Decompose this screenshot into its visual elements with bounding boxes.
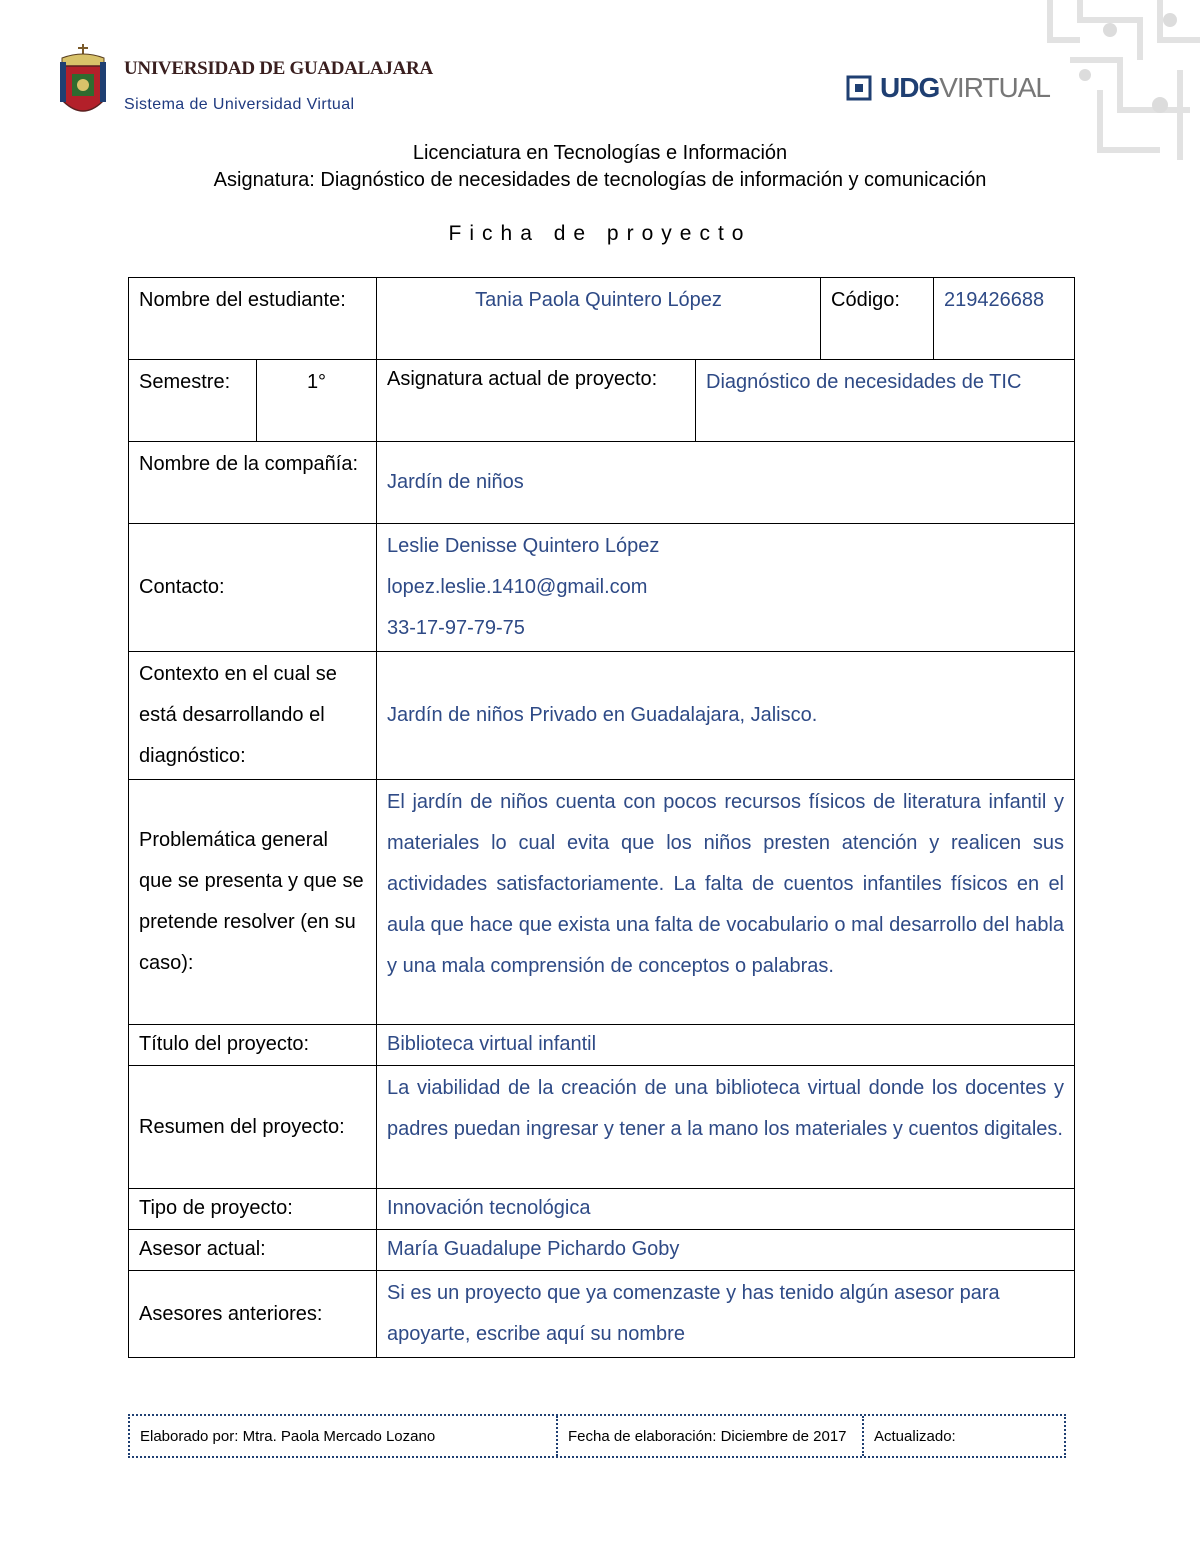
context-row: [129, 652, 1075, 780]
prev-advisors-label: Asesores anteriores:: [129, 1271, 377, 1358]
problem-value: El jardín de niños cuenta con pocos recursos físicos de literatura infantil y materiales lo cual evita que los niños presten atención y realicen sus actividades satisfactoriamente. La falta de cuentos infantiles físicos en el aula que hace que exista una falta de vocabulario o mal desarrollo del habla y una mala comprensión de conceptos o palabras.: [377, 780, 1075, 1025]
semester-label: Semestre:: [129, 360, 257, 442]
university-subtitle: Sistema de Universidad Virtual: [124, 96, 355, 113]
code-label: Código:: [821, 278, 934, 360]
prev-advisors-value: Si es un proyecto que ya comenzaste y has tenido algún asesor para apoyarte, escribe aquí su nombre: [377, 1271, 1075, 1358]
university-name: UNIVERSIDAD DE GUADALAJARA: [124, 58, 433, 79]
company-value: Jardín de niños: [377, 442, 1075, 524]
udg-logo-bold: UDG: [880, 72, 940, 103]
university-crest-logo: [58, 44, 108, 122]
code-value: 219426688: [934, 278, 1075, 360]
type-value: Innovación tecnológica: [377, 1189, 1075, 1230]
subject-heading: Asignatura: Diagnóstico de necesidades de tecnologías de información y comunicación: [213, 169, 987, 191]
summary-label: Resumen del proyecto:: [129, 1066, 377, 1189]
course-value: Diagnóstico de necesidades de TIC: [696, 360, 1075, 442]
semester-value: 1°: [257, 360, 377, 442]
udg-logo-light: VIRTUAL: [939, 72, 1050, 103]
title-label: Título del proyecto:: [129, 1025, 377, 1066]
contact-name: Leslie Denisse Quintero López: [387, 535, 660, 557]
company-label: Nombre de la compañía:: [129, 442, 377, 524]
contact-row: [129, 524, 1075, 652]
title-row: [129, 1025, 1075, 1066]
student-value: Tania Paola Quintero López: [377, 278, 821, 360]
context-label: Contexto en el cual se está desarrollando el diagnóstico:: [129, 652, 377, 780]
title-value: Biblioteca virtual infantil: [377, 1025, 1075, 1066]
student-label: Nombre del estudiante:: [129, 278, 377, 360]
company-row: [129, 442, 1075, 524]
elaboration-date: Fecha de elaboración: Diciembre de 2017: [558, 1416, 864, 1456]
problem-label: Problemática general que se presenta y que se pretende resolver (en su caso):: [129, 780, 377, 1025]
course-label: Asignatura actual de proyecto:: [377, 360, 696, 442]
advisor-value: María Guadalupe Pichardo Goby: [377, 1230, 1075, 1271]
type-label: Tipo de proyecto:: [129, 1189, 377, 1230]
degree-heading: Licenciatura en Tecnologías e Información: [412, 142, 788, 164]
document-footer: [128, 1414, 1066, 1458]
contact-phone: 33-17-97-79-75: [387, 617, 525, 639]
udg-virtual-logo: [846, 72, 1050, 104]
contact-email: lopez.leslie.1410@gmail.com: [387, 576, 648, 598]
project-form-table: [128, 277, 1075, 1358]
udg-logo-icon: [846, 75, 872, 101]
prepared-by: Elaborado por: Mtra. Paola Mercado Lozano: [130, 1416, 558, 1456]
contact-label: Contacto:: [129, 524, 377, 652]
contact-value: [377, 524, 1075, 652]
context-value: Jardín de niños Privado en Guadalajara, Jalisco.: [377, 652, 1075, 780]
prev-advisors-row: [129, 1271, 1075, 1358]
summary-value: La viabilidad de la creación de una biblioteca virtual donde los docentes y padres puedan ingresar y tener a la mano los materiales y cuentos digitales.: [377, 1066, 1075, 1189]
form-title: Ficha de proyecto: [448, 222, 752, 245]
decorative-pattern: [1040, 0, 1200, 160]
updated-label: Actualizado:: [874, 1427, 956, 1445]
type-row: [129, 1189, 1075, 1230]
advisor-label: Asesor actual:: [129, 1230, 377, 1271]
semester-row: [129, 360, 1075, 442]
student-row: [129, 278, 1075, 360]
summary-row: [129, 1066, 1075, 1189]
advisor-row: [129, 1230, 1075, 1271]
problem-row: [129, 780, 1075, 1025]
